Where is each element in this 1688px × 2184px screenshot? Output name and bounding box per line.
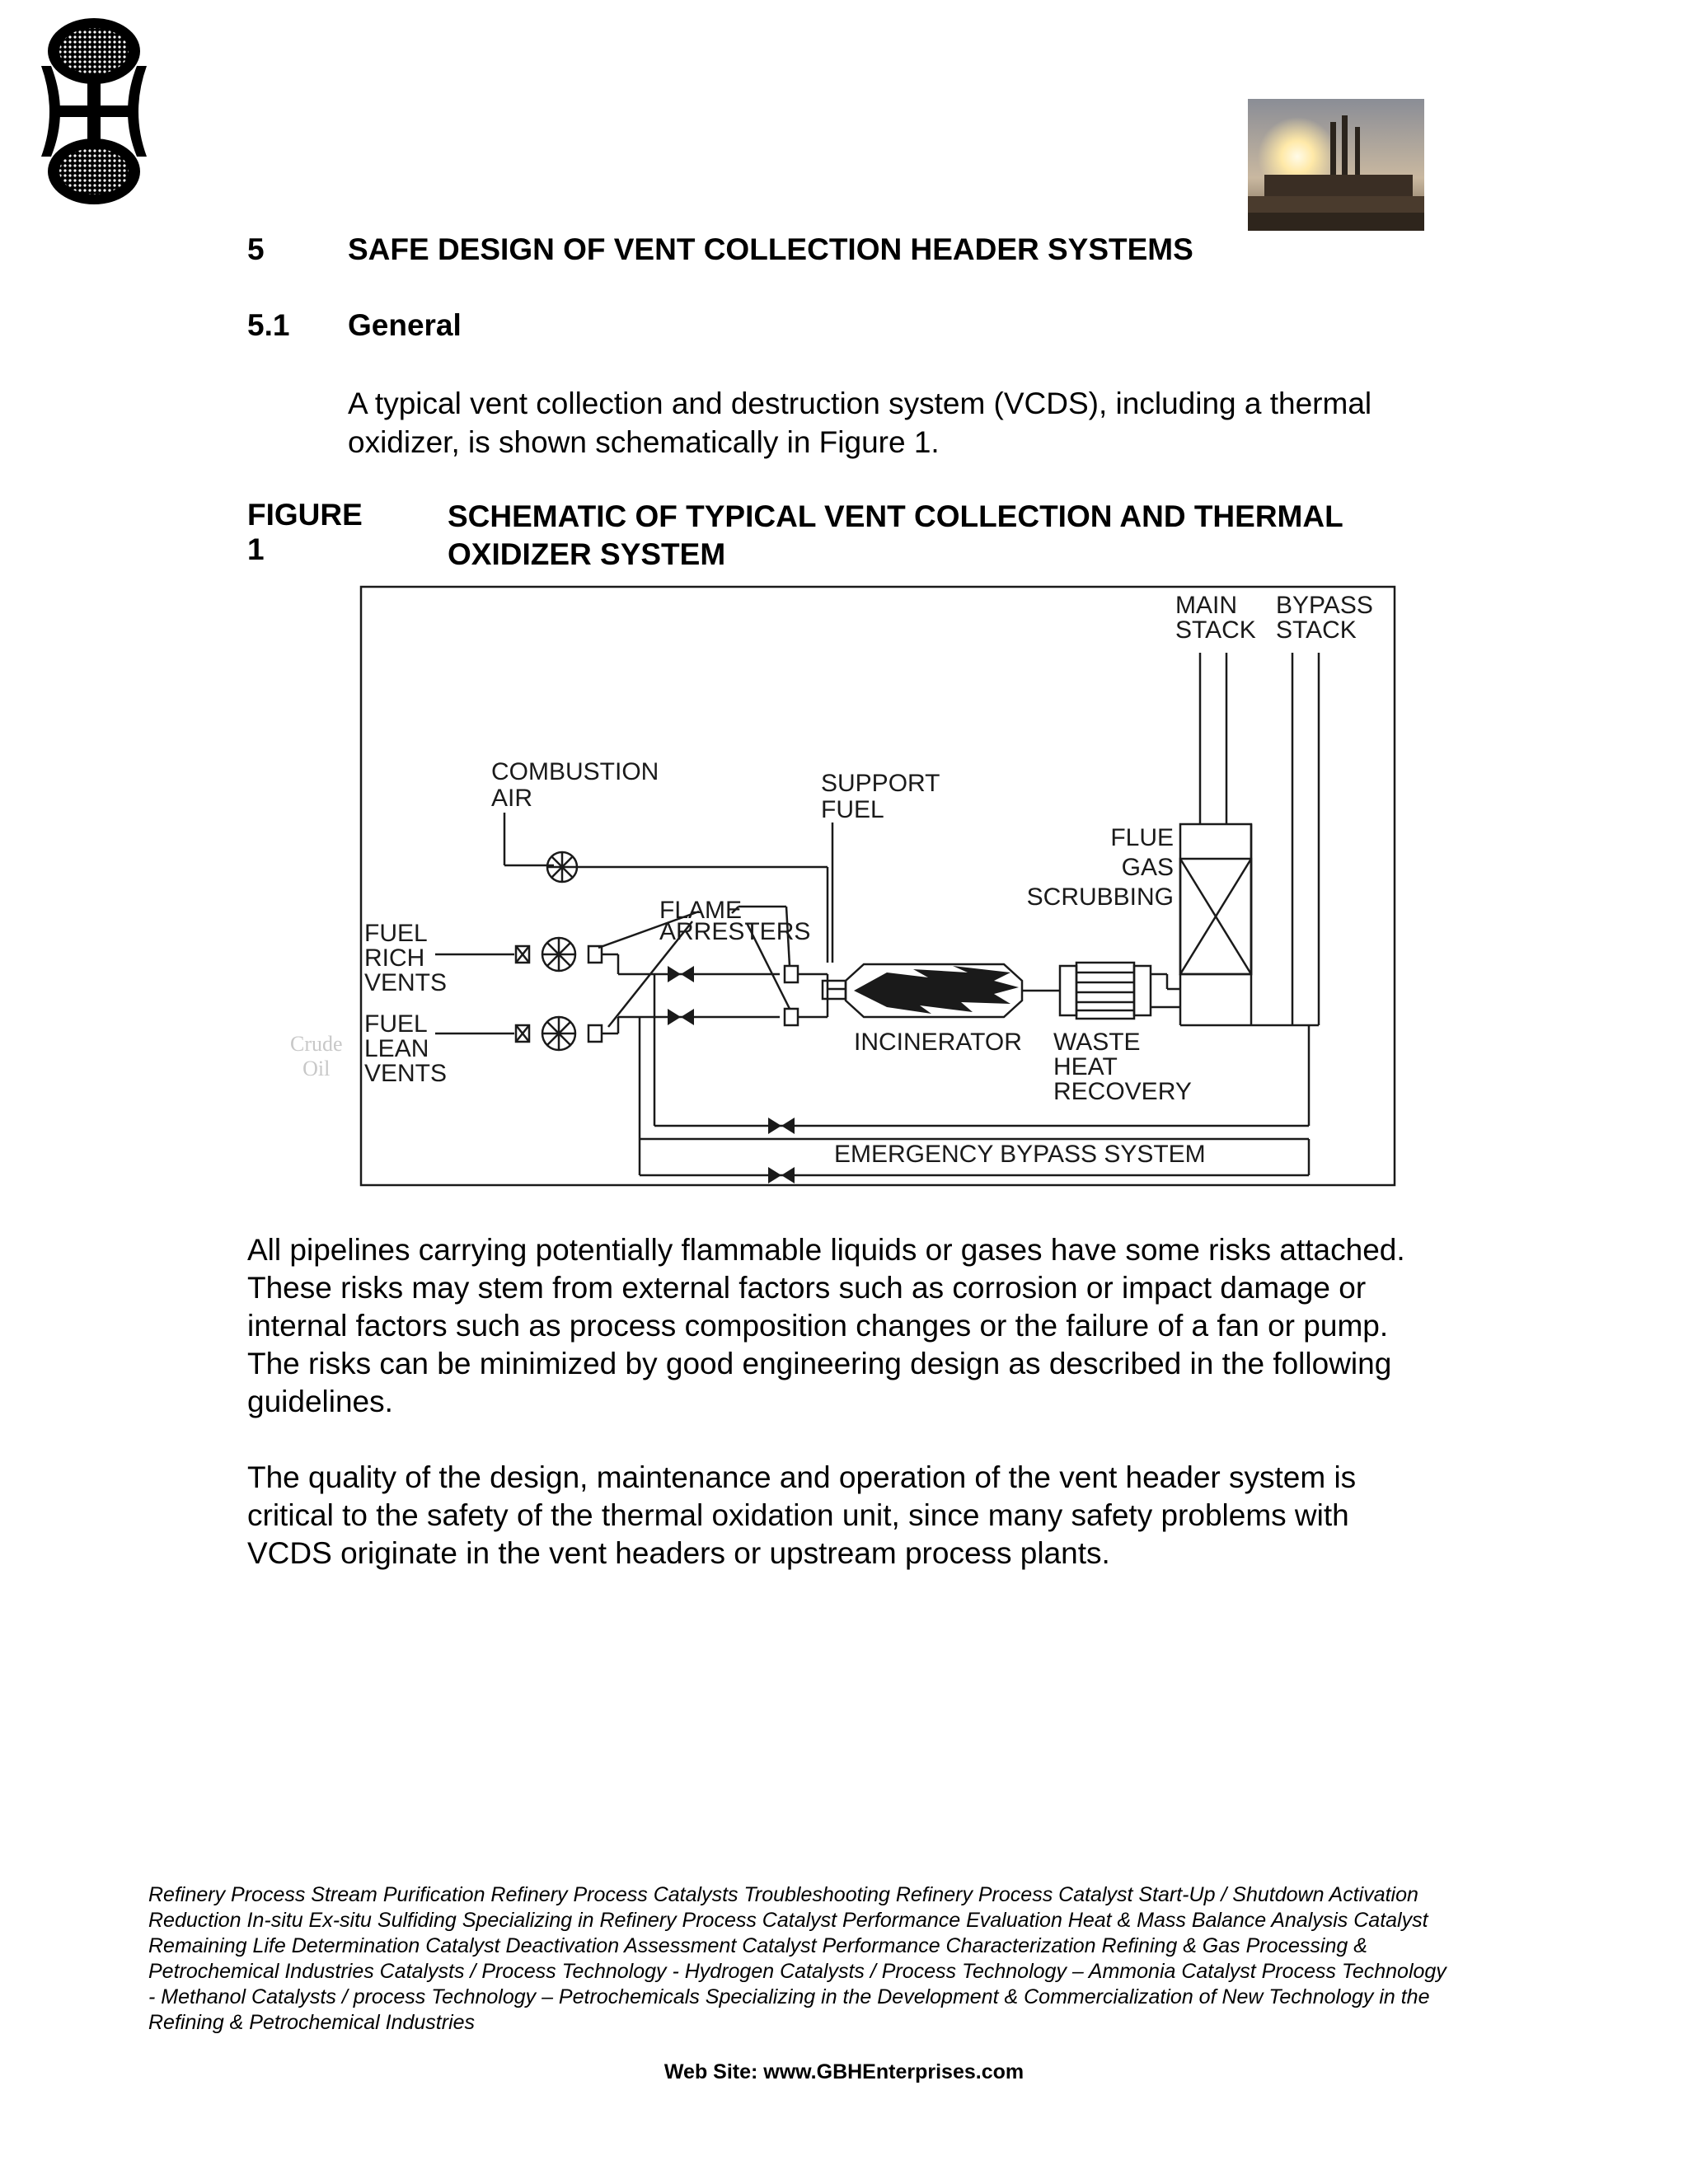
- fuel-lean-label-3: VENTS: [364, 1060, 448, 1087]
- fuel-lean-label-2: LEAN: [364, 1035, 429, 1062]
- waste-heat-label-3: RECOVERY: [1053, 1078, 1192, 1105]
- section-number: 5: [247, 232, 265, 266]
- body-paragraph-1: All pipelines carrying potentially flammable liquids or gases have some risks attached. These risks may stem from external factors such as corrosion or impact damage or internal factors such as process composition changes or the failure of a fan or pump. The risks can be minimized by good engineering design as described in the following guidelines.: [247, 1233, 1405, 1418]
- watermark-line-1: Crude: [290, 1032, 343, 1056]
- combustion-air-label-1: COMBUSTION: [491, 758, 659, 785]
- flame-arresters-label-2: ARRESTERS: [659, 918, 811, 945]
- company-logo-icon: [33, 15, 155, 206]
- section-heading: [247, 232, 1193, 267]
- waste-heat-label-2: HEAT: [1053, 1053, 1118, 1080]
- emergency-bypass-label: EMERGENCY BYPASS SYSTEM: [834, 1141, 1206, 1168]
- refinery-sunset-photo: [1248, 99, 1424, 231]
- figure-label: FIGURE 1: [247, 498, 363, 566]
- combustion-air-label-2: AIR: [491, 785, 533, 812]
- fuel-rich-label-2: RICH: [364, 944, 425, 972]
- flue-gas-label-3: SCRUBBING: [1026, 883, 1174, 911]
- watermark-text: [290, 1032, 343, 1081]
- footer-website: Web Site: www.GBHEnterprises.com: [663, 2060, 1025, 2083]
- body-paragraph-2: The quality of the design, maintenance and operation of the vent header system is critical to the safety of the thermal oxidation unit, since many safety problems with VCDS originate in the vent headers or upstream process plants.: [247, 1460, 1357, 1570]
- flue-gas-label-1: FLUE: [1110, 824, 1174, 851]
- incinerator-label: INCINERATOR: [854, 1029, 1022, 1056]
- support-fuel-label-2: FUEL: [821, 796, 884, 823]
- flue-gas-label-2: GAS: [1121, 854, 1174, 881]
- section-title: SAFE DESIGN OF VENT COLLECTION HEADER SYSTEMS: [348, 232, 1193, 266]
- fuel-rich-label-3: VENTS: [364, 969, 448, 996]
- main-stack-label-2: STACK: [1175, 616, 1256, 644]
- subsection-heading: [247, 308, 462, 343]
- subsection-number: 5.1: [247, 308, 290, 342]
- main-stack-label-1: MAIN: [1175, 592, 1237, 619]
- fuel-rich-label-1: FUEL: [364, 920, 428, 947]
- figure-title: SCHEMATIC OF TYPICAL VENT COLLECTION AND THERMAL OXIDIZER SYSTEM: [448, 499, 1343, 571]
- footer-services-text: Refinery Process Stream Purification Refinery Process Catalysts Troubleshooting Refinery Process Catalyst Start-Up / Shutdown Activation Reduction In-situ Ex-situ Sulfiding Specializing in Refinery Process Catalyst Performance Evaluation Heat & Mass Balance Analysis Catalyst Remaining Life Determination Catalyst Deactivation Assessment Catalyst Performance Characterization Refining & Gas Processing & Petrochemical Industries Catalysts / Process Technology - Hydrogen Catalysts / Process Technology – Ammonia Catalyst Process Technology - Methanol Catalysts / process Technology – Petrochemicals Specializing in the Development & Commercialization of New Technology in the Refining & Petrochemical Industries: [148, 1883, 1447, 2034]
- intro-paragraph: A typical vent collection and destruction system (VCDS), including a thermal oxidizer, is shown schematically in Figure 1.: [348, 387, 1372, 459]
- bypass-stack-label-2: STACK: [1276, 616, 1357, 644]
- subsection-title: General: [348, 308, 462, 342]
- watermark-line-2: Oil: [302, 1057, 331, 1080]
- waste-heat-label-1: WASTE: [1053, 1029, 1141, 1056]
- fuel-lean-label-1: FUEL: [364, 1010, 428, 1038]
- flame-arresters-label-1: FLAME: [659, 897, 743, 924]
- vcds-schematic-diagram: [359, 585, 1396, 1187]
- bypass-stack-label-1: BYPASS: [1276, 592, 1373, 619]
- support-fuel-label-1: SUPPORT: [821, 770, 940, 797]
